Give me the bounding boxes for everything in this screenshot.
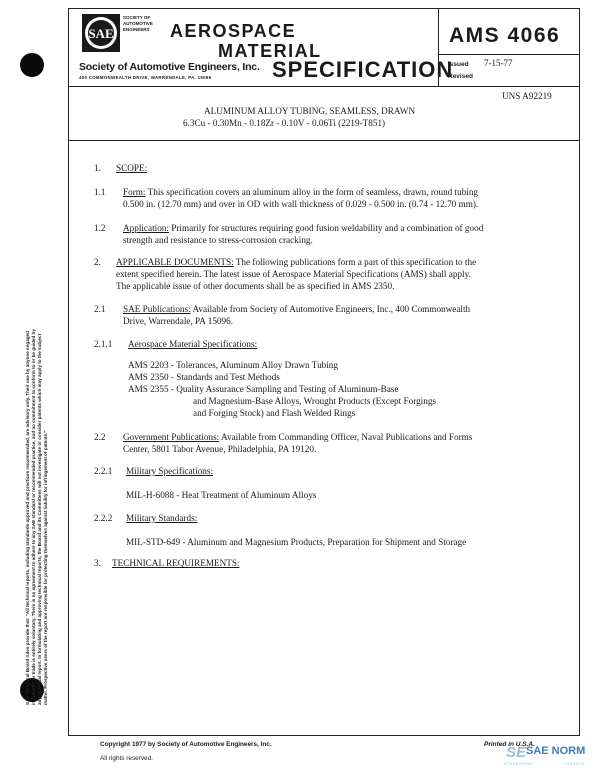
logo-caption-line: SOCIETY OF [123, 15, 151, 20]
paragraph-line: extent specified herein. The latest issue of Aerospace Material Specifications (AMS) shall apply. [116, 269, 471, 279]
watermark-subtext: ATHERTHING [504, 762, 534, 766]
paragraph-line: Center, 5801 Tabor Avenue, Philadelphia, PA 19120. [123, 444, 317, 454]
paragraph-line: strength and resistance to stress-corrosion cracking. [123, 235, 313, 245]
section-application [123, 222, 483, 235]
section-heading-military-standards: Military Standards: [126, 513, 198, 523]
section-heading-sae-publications: SAE Publications: [123, 304, 191, 314]
org-name: Society of Automotive Engineers, Inc. [79, 61, 260, 73]
doc-title-line2: 6.3Cu - 0.30Mn - 0.18Zr - 0.10V - 0.06Ti (2219-T851) [183, 118, 386, 128]
side-notice-line: in industry or trade is entirely voluntary. There is no agreement to adhere to any SAE standard or recommended practice, and no commitment to conform to or be guided by [31, 329, 36, 705]
section-form [123, 186, 478, 199]
paragraph-line: Available from Society of Automotive Engineers, Inc., 400 Commonwealth [192, 304, 471, 314]
watermark [504, 744, 596, 772]
section-heading-military-specifications: Military Specifications: [126, 466, 214, 476]
section-heading-form: Form: [123, 187, 146, 197]
sae-logo-mark: SAE [88, 26, 114, 41]
paragraph-line: Primarily for structures requiring good fusion weldability and a combination of good [171, 223, 484, 233]
side-notice-line: any technical report. In formulating and approving technical reports, the Board and its Committees will not investigate or consider patents which may apply to the subject [37, 333, 42, 705]
paragraph-line: 0.500 in. (12.70 mm) and over in OD with wall thickness of 0.029 - 0.500 in. (0.74 - 12.70 mm). [123, 199, 479, 209]
issued-date: 7-15-77 [484, 58, 513, 68]
paragraph-line: Available from Commanding Officer, Naval Publications and Forms [221, 432, 473, 442]
doc-title-line1: ALUMINUM ALLOY TUBING, SEAMLESS, DRAWN [204, 106, 416, 116]
section-sae-publications [123, 303, 470, 316]
footer-copyright: Copyright 1977 by Society of Automotive Engineers, Inc. [100, 741, 272, 748]
list-item: AMS 2355 - Quality Assurance Sampling and Testing of Aluminum-Base [128, 384, 399, 394]
title-divider [68, 140, 580, 141]
section-number: 2.1 [94, 304, 106, 314]
issued-label: Issued [448, 61, 469, 68]
side-notice-line: matter. Prospective users of the report are responsible for protecting themselves against liability for infringement of patents." [43, 430, 48, 705]
sae-logo-icon [82, 14, 120, 52]
section-heading-applicable-documents: APPLICABLE DOCUMENTS: [116, 257, 234, 267]
spec-number-divider [438, 54, 580, 55]
section-number: 3. [94, 558, 101, 568]
section-heading-application: Application: [123, 223, 169, 233]
logo-caption-line: AUTOMOTIVE [123, 21, 153, 26]
section-government-publications [123, 431, 472, 444]
section-heading-technical-requirements: TECHNICAL REQUIREMENTS: [112, 558, 240, 568]
watermark-text: SAE NORM [526, 745, 586, 757]
spec-number: AMS 4066 [449, 24, 561, 47]
footer-rights: All rights reserved. [100, 755, 153, 762]
paragraph-line: The applicable issue of other documents shall be as specified in AMS 2350. [116, 281, 395, 291]
section-number: 2. [94, 257, 101, 267]
list-item: AMS 2350 - Standards and Test Methods [128, 372, 280, 382]
watermark-logo: SE [506, 744, 527, 761]
logo-caption-line: ENGINEERS [123, 27, 150, 32]
section-heading-ams: Aerospace Material Specifications: [128, 339, 258, 349]
title-material: MATERIAL [218, 41, 322, 61]
section-number: 1.2 [94, 223, 106, 233]
section-number: 1.1 [94, 187, 106, 197]
section-heading-scope: SCOPE: [116, 163, 148, 173]
title-specification: SPECIFICATION [272, 57, 454, 82]
uns-number: UNS A92219 [502, 91, 552, 101]
section-number: 2.2.1 [94, 466, 113, 476]
org-address: 400 COMMONWEALTH DRIVE, WARRENDALE, PA. 15096 [79, 75, 212, 80]
punch-hole-top [20, 53, 44, 77]
footer-printed: Printed in U.S.A. [484, 741, 535, 748]
list-item-continuation: and Magnesium-Base Alloys, Wrought Products (Except Forgings [193, 396, 436, 406]
section-number: 2.2 [94, 432, 106, 442]
section-number: 1. [94, 163, 101, 173]
list-item: AMS 2203 - Tolerances, Aluminum Alloy Drawn Tubing [128, 360, 338, 370]
list-item: MIL-H-6088 - Heat Treatment of Aluminum Alloys [126, 490, 317, 500]
list-item: MIL-STD-649 - Aluminum and Magnesium Products, Preparation for Shipment and Storage [126, 537, 467, 547]
side-notice [25, 105, 49, 705]
section-number: 2.1.1 [94, 339, 113, 349]
paragraph-line: Drive, Warrendale, PA 15096. [123, 316, 234, 326]
paragraph-line: This specification covers an aluminum alloy in the form of seamless, drawn, round tubing [147, 187, 479, 197]
section-heading-government-publications: Government Publications: [123, 432, 220, 442]
side-notice-line: SAE Technical Board rules provide that: "All technical reports, including standards approved and practices recommended, are advisory only. Their use by anyone engaged [25, 331, 30, 705]
paragraph-line: The following publications form a part of this specification to the [235, 257, 477, 267]
section-number: 2.2.2 [94, 513, 113, 523]
revised-label: Revised [448, 73, 473, 80]
title-aerospace: AEROSPACE [170, 21, 297, 41]
list-item-continuation: and Forging Stock) and Flash Welded Rings [193, 408, 356, 418]
sae-logo-caption [123, 15, 153, 33]
section-applicable-documents [116, 256, 476, 269]
header-divider [68, 86, 580, 87]
sae-logo [82, 14, 120, 52]
watermark-subtext: THEASTE [564, 762, 585, 766]
